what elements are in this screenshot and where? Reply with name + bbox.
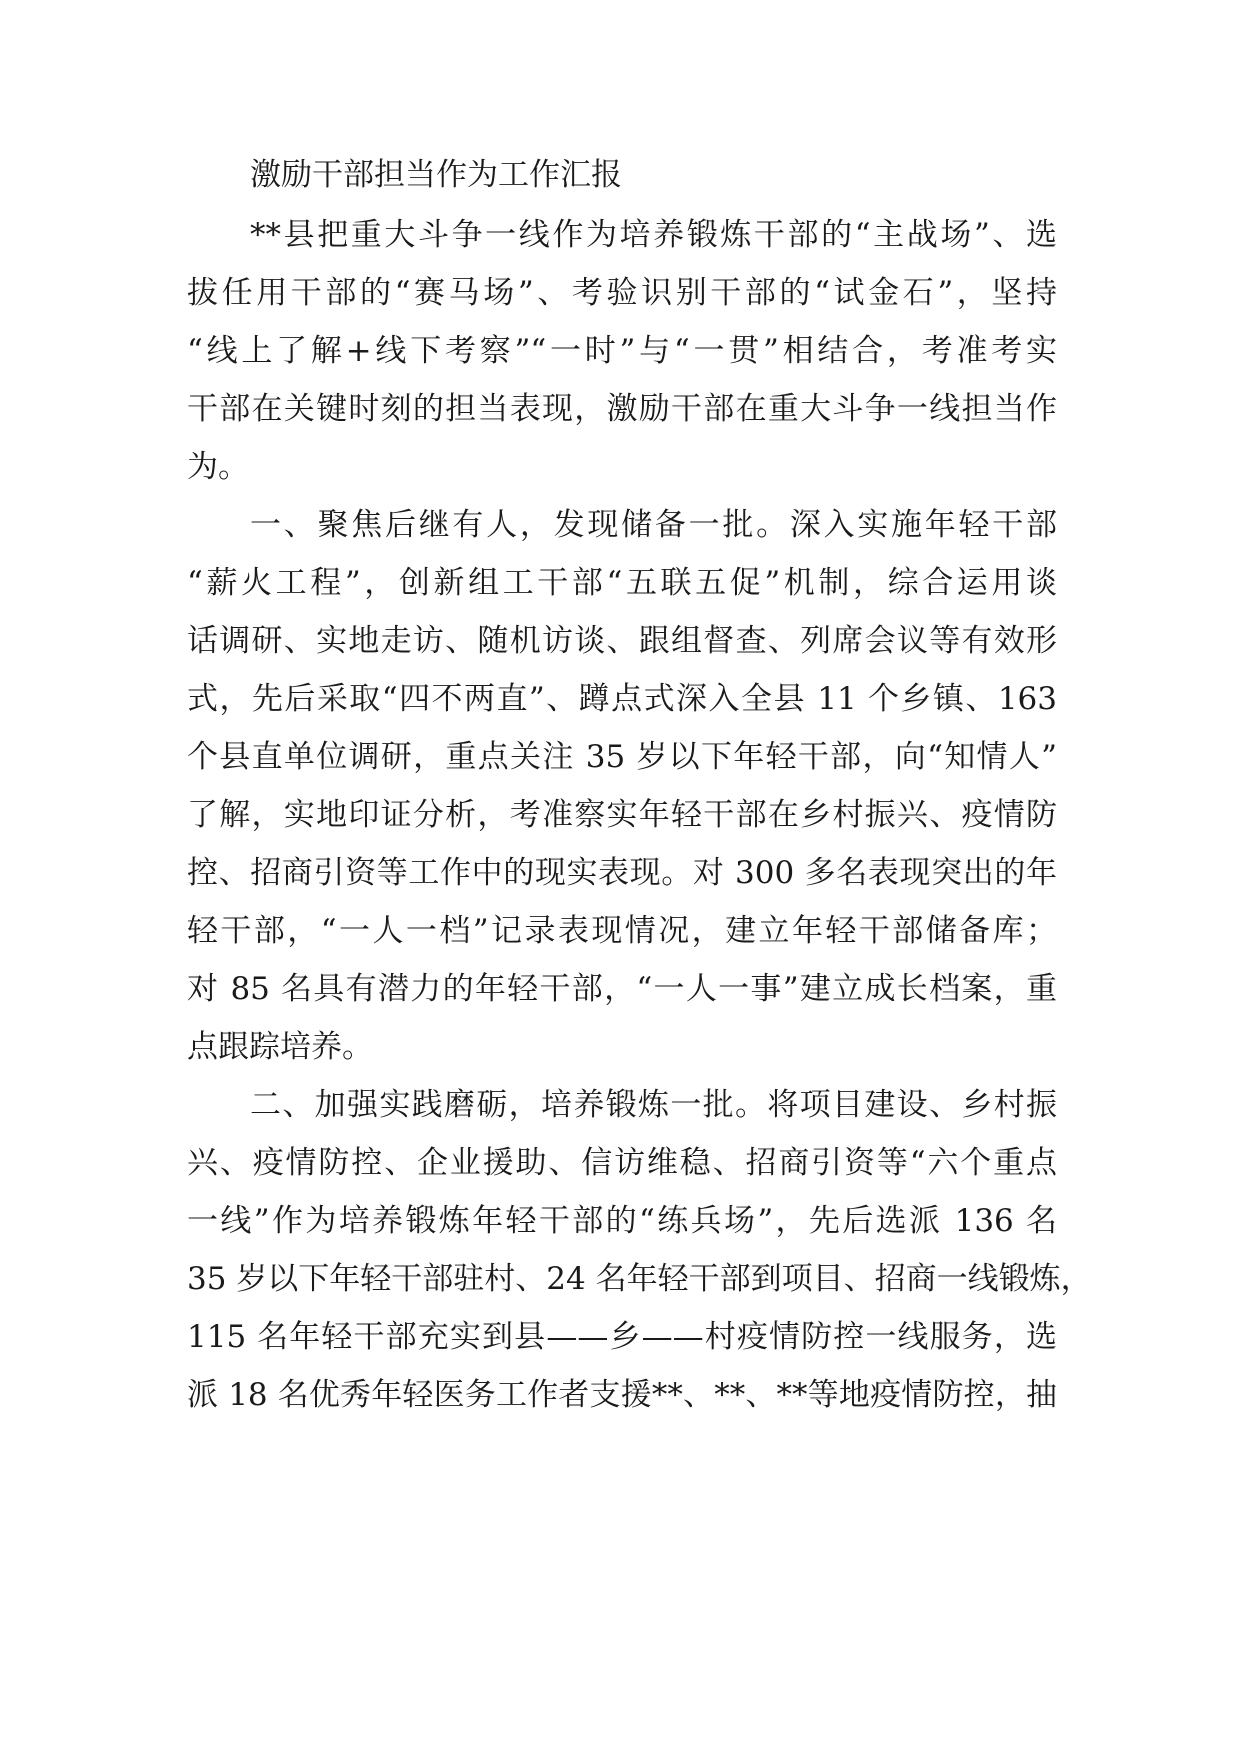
paragraph-line: 一线”作为培养锻炼年轻干部的“练兵场”，先后选派 136 名 — [187, 1203, 1057, 1239]
paragraph-line: 点跟踪培养。 — [187, 1029, 373, 1065]
paragraph-line: 115 名年轻干部充实到县——乡——村疫情防控一线服务，选 — [187, 1319, 1057, 1355]
paragraph-line: 话调研、实地走访、随机访谈、跟组督查、列席会议等有效形 — [187, 623, 1057, 659]
paragraph-line: 个县直单位调研，重点关注 35 岁以下年轻干部，向“知情人” — [187, 739, 1057, 775]
paragraph-line: “薪火工程”，创新组工干部“五联五促”机制，综合运用谈 — [187, 565, 1057, 601]
paragraph-line: 二、加强实践磨砺，培养锻炼一批。将项目建设、乡村振 — [250, 1087, 1057, 1123]
paragraph-line: 式，先后采取“四不两直”、蹲点式深入全县 11 个乡镇、163 — [187, 681, 1057, 717]
paragraph-line: 为。 — [187, 449, 249, 485]
paragraph-line: “线上了解+线下考察”“一时”与“一贯”相结合，考准考实 — [187, 333, 1057, 369]
paragraph-line: 拔任用干部的“赛马场”、考验识别干部的“试金石”，坚持 — [187, 275, 1057, 311]
paragraph-line: 对 85 名具有潜力的年轻干部，“一人一事”建立成长档案，重 — [187, 971, 1057, 1007]
document-title: 激励干部担当作为工作汇报 — [250, 157, 622, 193]
paragraph-line: 了解，实地印证分析，考准察实年轻干部在乡村振兴、疫情防 — [187, 797, 1057, 833]
paragraph-line: 干部在关键时刻的担当表现，激励干部在重大斗争一线担当作 — [187, 391, 1057, 427]
paragraph-line: 一、聚焦后继有人，发现储备一批。深入实施年轻干部 — [250, 507, 1057, 543]
paragraph-line: 兴、疫情防控、企业援助、信访维稳、招商引资等“六个重点 — [187, 1145, 1057, 1181]
paragraph-line: **县把重大斗争一线作为培养锻炼干部的“主战场”、选 — [250, 217, 1057, 253]
paragraph-line: 控、招商引资等工作中的现实表现。对 300 多名表现突出的年 — [187, 855, 1057, 891]
paragraph-line: 派 18 名优秀年轻医务工作者支援**、**、**等地疫情防控，抽 — [187, 1377, 1057, 1413]
paragraph-line: 35 岁以下年轻干部驻村、24 名年轻干部到项目、招商一线锻炼， — [187, 1261, 1092, 1297]
paragraph-line: 轻干部，“一人一档”记录表现情况，建立年轻干部储备库； — [187, 913, 1057, 949]
